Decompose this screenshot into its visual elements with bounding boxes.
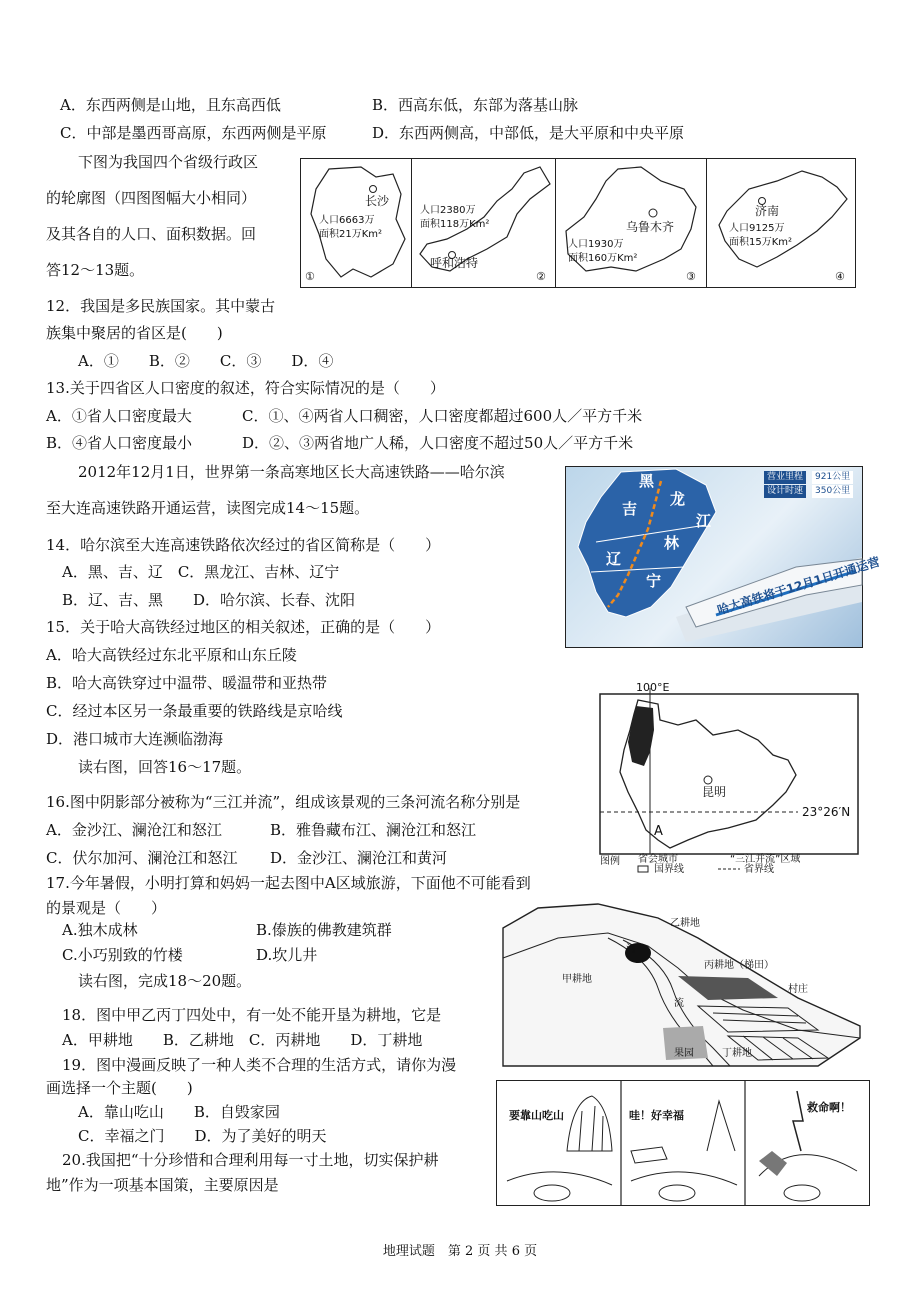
q12-options: A．① B．② C．③ D．④ [78,352,334,370]
q17-stem-line1: 17.今年暑假，小明打算和妈妈一起去图中A区域旅游，下面他不可能看到 [46,874,531,892]
province-3-city: 乌鲁木齐 [626,220,675,234]
yunnan-legend-sanjiang: “三江并流”区域 [730,854,801,865]
intro-14-15-line1: 2012年12月1日，世界第一条高寒地区长大高速铁路——哈尔滨 [78,463,505,481]
terrain-river1: 河 [626,944,636,955]
province-4-pop: 人口9125万 [729,223,785,234]
q13-option-c: C．①、④两省人口稠密，人口密度都超过600人／平方千米 [242,407,643,425]
rail-banner: 哈大高铁将于12月1日开通运营 [715,554,882,618]
q14-options-ac: A．黑、吉、辽 C．黑龙江、吉林、辽宁 [62,563,340,581]
province-1-city: 长沙 [365,194,390,208]
intro-12-13-line1: 下图为我国四个省级行政区 [78,153,259,171]
rail-prov-lin: 林 [664,534,680,552]
rail-prov-jiang: 江 [696,512,712,530]
yunnan-legend-border: 国界线 [654,864,684,875]
intro-14-15-line2: 至大连高速铁路开通运营，读图完成14～15题。 [46,499,370,517]
q17-option-b: B.傣族的佛教建筑群 [256,921,392,939]
terrain-yi: 乙耕地 [670,918,700,929]
yunnan-lat: 23°26′N [802,805,851,819]
q15-option-b: B．哈大高铁穿过中温带、暖温带和亚热带 [46,674,328,692]
yunnan-legend-capital: 省会城市 [638,854,678,865]
yunnan-lon: 100°E [636,681,670,694]
terrain-diagram [498,898,868,1070]
province-map-2 [411,158,556,288]
province-4-area: 面积15万Km² [729,237,793,248]
province-4-city: 济南 [755,204,780,218]
terrain-bing: 丙耕地（梯田） [704,960,774,971]
q19-options-ab: A．靠山吃山 B．自毁家园 [78,1103,280,1121]
yunnan-city: 昆明 [702,785,727,799]
q15-option-c: C．经过本区另一条最重要的铁路线是京哈线 [46,702,343,720]
rail-op-value: 921公里 [812,471,853,484]
q19-options-cd: C．幸福之门 D．为了美好的明天 [78,1127,327,1145]
province-map-1 [300,158,412,288]
rail-design-value: 350公里 [812,485,853,498]
terrain-village: 村庄 [788,984,808,995]
comic-panel3-text: 救命啊！ [807,1101,851,1114]
q15-option-a: A．哈大高铁经过东北平原和山东丘陵 [46,646,297,664]
province-3-pop: 人口1930万 [568,239,624,250]
province-map-3 [555,158,707,288]
intro-12-13-line2: 的轮廓图（四图图幅大小相同） [46,189,257,207]
q11-option-c: C．中部是墨西哥高原，东西两侧是平原 [60,124,327,142]
rail-prov-ning: 宁 [646,572,662,590]
q17-stem-line2: 的景观是（ ） [46,899,167,917]
intro-12-13-line3: 及其各自的人口、面积数据。回 [46,225,257,243]
q12-stem-line2: 族集中聚居的省区是( ) [46,324,223,342]
comic-panel2-text: 哇！好幸福 [629,1109,684,1122]
q17-option-d: D.坎儿井 [256,946,318,964]
rail-prov-liao: 辽 [606,550,622,568]
province-3-area: 面积160万Km² [568,253,638,264]
yunnan-legend-prov: 省界线 [744,864,774,875]
yunnan-map [598,680,860,876]
terrain-orchard: 果园 [674,1048,694,1059]
province-2-num: ② [536,270,546,283]
comic-strip [496,1080,870,1206]
q13-stem: 13.关于四省区人口密度的叙述，符合实际情况的是（ ） [46,379,445,397]
q16-option-b: B．雅鲁藏布江、澜沧江和怒江 [270,821,477,839]
q11-option-a: A．东西两侧是山地，且东高西低 [60,96,281,114]
province-2-area: 面积118万Km² [420,219,490,230]
terrain-river2: 流 [674,998,684,1009]
q17-option-c: C.小巧别致的竹楼 [62,946,183,964]
q15-stem: 15．关于哈大高铁经过地区的相关叙述，正确的是（ ） [46,618,441,636]
q19-stem-line1: 19．图中漫画反映了一种人类不合理的生活方式，请你为漫 [62,1056,457,1074]
terrain-ding: 丁耕地 [722,1048,752,1059]
rail-prov-hei: 黑 [639,472,655,490]
q11-option-d: D．东西两侧高，中部低，是大平原和中央平原 [372,124,685,142]
province-map-4 [706,158,856,288]
rail-op-label: 营业里程 [764,471,806,484]
q11-option-b: B．西高东低，东部为落基山脉 [372,96,579,114]
rail-design-label: 设计时速 [764,485,806,498]
q16-option-c: C．伏尔加河、澜沧江和怒江 [46,849,238,867]
yunnan-map-graphic [598,680,860,876]
q13-option-b: B．④省人口密度最小 [46,434,193,452]
q19-stem-line2: 画选择一个主题( ) [46,1079,193,1097]
yunnan-legend-title: 图例 [600,856,620,867]
q18-stem: 18．图中甲乙丙丁四处中，有一处不能开垦为耕地，它是 [62,1006,442,1024]
q15-option-d: D．港口城市大连濒临渤海 [46,730,224,748]
intro-16-17: 读右图，回答16～17题。 [78,758,252,776]
province-1-area: 面积21万Km² [319,229,383,240]
province-1-num: ① [305,270,315,283]
q16-option-d: D．金沙江、澜沧江和黄河 [270,849,448,867]
q12-stem-line1: 12．我国是多民族国家。其中蒙古 [46,297,276,315]
rail-prov-ji: 吉 [622,500,638,518]
page-footer: 地理试题 第 2 页 共 6 页 [382,1244,538,1259]
comic-panel1-text: 要靠山吃山 [509,1109,564,1122]
q13-option-d: D．②、③两省地广人稀，人口密度不超过50人／平方千米 [242,434,634,452]
harbin-dalian-rail-map [565,466,882,648]
province-1-pop: 人口6663万 [319,215,375,226]
q14-stem: 14．哈尔滨至大连高速铁路依次经过的省区简称是（ ） [46,536,441,554]
rail-prov-long: 龙 [670,490,686,508]
q16-stem: 16.图中阴影部分被称为“三江并流”，组成该景观的三条河流名称分别是 [46,793,521,811]
intro-18-20: 读右图，完成18～20题。 [78,972,252,990]
q18-options: A．甲耕地 B．乙耕地 C．丙耕地 D．丁耕地 [62,1031,423,1049]
q17-option-a: A.独木成林 [62,921,138,939]
q13-option-a: A．①省人口密度最大 [46,407,192,425]
q20-stem-line2: 地”作为一项基本国策，主要原因是 [46,1176,279,1194]
q20-stem-line1: 20.我国把“十分珍惜和合理利用每一寸土地，切实保护耕 [62,1151,439,1169]
province-2-pop: 人口2380万 [420,205,476,216]
q16-option-a: A．金沙江、澜沧江和怒江 [46,821,222,839]
yunnan-area-a: A [654,824,663,839]
terrain-jia: 甲耕地 [562,974,592,985]
province-4-num: ④ [835,270,845,283]
intro-12-13-line4: 答12～13题。 [46,261,145,279]
province-2-city: 呼和浩特 [430,256,479,270]
province-3-num: ③ [686,270,696,283]
q14-options-bd: B．辽、吉、黑 D．哈尔滨、长春、沈阳 [62,591,356,609]
